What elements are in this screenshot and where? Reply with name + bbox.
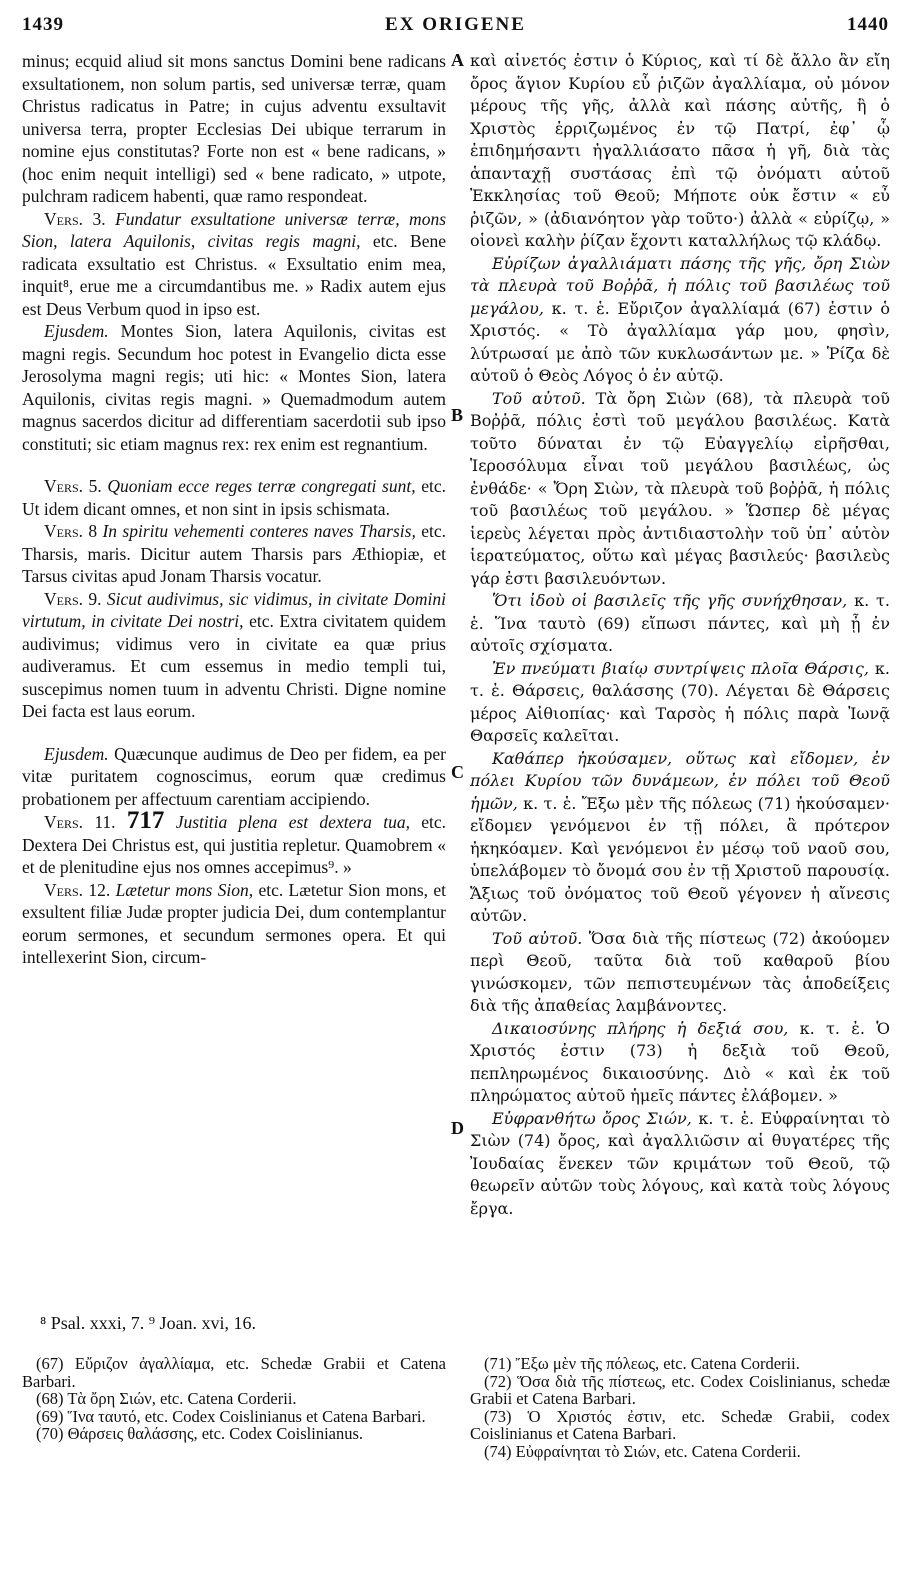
margin-letter-c: C: [451, 762, 464, 782]
editorial-note: (68) Τὰ ὄρη Σιών, etc. Catena Corderii.: [36, 1389, 297, 1408]
paragraph-text: etc. Lætetur Sion mons, et exsultent filiæ Judæ propter judicia Dei, dum contemplantur eorum sermones, et secundum sermones opera. Et qui intellexerint Sion, circum-: [22, 879, 446, 967]
paragraph-text: etc. Ut idem dicant omnes, et non sint in ipsis schismata.: [22, 476, 446, 519]
greek-paragraph: [470, 748, 890, 928]
verse-label: Vers. 8: [44, 521, 98, 541]
editorial-note: (71) Ἔξω μὲν τῆς πόλεως, etc. Catena Corderii.: [484, 1354, 800, 1373]
greek-column: [470, 50, 890, 1220]
paragraph-text: etc. Bene radicata exsultatio est Christus. « Exsultatio enim mea, inquit⁸, erue me a circumdantibus me. » Radix autem ejus est Deus Verbum quod in ipso est.: [22, 231, 447, 319]
paragraph-text: Ὅσα διὰ τῆς πίστεως (72) ἀκούομεν περὶ Θεοῦ, ταῦτα διὰ τοῦ καθαροῦ βίου γινώσκομεν, τῶν πεπιστευμένων τὰς ἀποδείξεις διὰ τῆς ἀπαθείας λαμβάνοντες.: [470, 928, 890, 1015]
paragraph-text: Τὰ ὄρη Σιὼν (68), τὰ πλευρὰ τοῦ Βοῤῥᾶ, πόλις ἐστὶ τοῦ μεγάλου βασιλέως. Κατὰ τοῦτο δύναται ἐν τῷ Εὐαγγελίῳ εἰρῆσθαι, Ἱεροσόλυμα εἶναι τοῦ μεγάλου βασιλέως, ὡς ἐνθάδε· « Ὄρη Σιὼν, τὰ πλευρὰ τοῦ βοῤῥᾶ, ἡ πόλις τοῦ βασιλέως τοῦ μεγάλου. » Ὥσπερ δὲ μέγας ἱερεὺς λέγεται πρὸς ἀντιδιαστολὴν τοῦ ὑπ᾽ αὐτὸν ἱερατεύματος, οὕτω καὶ μέγας βασιλεύς· βασιλεὺς γάρ ἐστι βασιλευόντων.: [470, 388, 890, 588]
verse-quote: Ἐν πνεύματι βιαίῳ συντρίψεις πλοῖα Θάρσις,: [492, 658, 869, 678]
latin-paragraph: minus; ecquid aliud sit mons sanctus Domini bene radicans exsultationem, non solum partis, sed universæ terræ, quam Christus radicatus in Patre; in cujus adventu exsultavit universa terra, propter Ecclesias Dei ubique terrarum in nomine ejus constitutas? Forte non est « bene radicans, » (hoc enim nequit intelligi) sed « bene radicato, » utpote, pulchram radicem habenti, quæ ramo respondeat.: [22, 51, 446, 206]
editorial-note: (73) Ὁ Χριστός ἐστιν, etc. Schedæ Grabii, codex Coislinianus et Catena Barbari.: [470, 1406, 890, 1443]
latin-paragraph: [22, 588, 446, 723]
verse-quote: Lætetur mons Sion,: [115, 879, 254, 900]
editorial-notes-right: [470, 1355, 890, 1460]
paragraph-text: κ. τ. ἑ. Θάρσεις, θαλάσσης (70). Λέγεται δὲ Θάρσεις μέρος Αἰθιοπίας· καὶ Ταρσὸς ἡ πόλις παρὰ Ἰωνᾷ Θαρσεῖς καλεῖται.: [470, 658, 890, 745]
verse-quote: Δικαιοσύνης πλήρης ἡ δεξιά σου,: [492, 1018, 789, 1038]
editorial-note: (70) Θάρσεις θαλάσσης, etc. Codex Coislinianus.: [36, 1424, 364, 1443]
latin-paragraph: [22, 320, 446, 455]
verse-quote: Εὐφρανθήτω ὄρος Σιών,: [492, 1108, 692, 1128]
verse-quote: Fundatur exsultatione universæ terræ, mons Sion, latera Aquilonis, civitas regis magni,: [22, 208, 447, 251]
latin-paragraph: [22, 807, 447, 879]
paragraph-text: Quæcunque audimus de Deo per fidem, ea per vitæ puritatem cognoscimus, eorum quæ credimus probationem per affectuum carentiam accipiendo.: [22, 743, 446, 809]
paragraph-text: κ. τ. ἑ. Ἵνα ταυτὸ (69) εἴπωσι πάντες, καὶ μὴ ᾖ ἐν αὐτοῖς σχίσματα.: [470, 591, 890, 655]
verse-quote: Justitia plena est dextera tua,: [175, 812, 410, 832]
paragraph-text: etc. Tharsis, maris. Dicitur autem Tharsis pars Æthiopiæ, et Tarsus civitas apud Jonam Tharsis vocatur.: [22, 521, 446, 586]
latin-paragraph: [22, 208, 446, 321]
column-number: 717: [126, 807, 165, 834]
latin-paragraph: [22, 475, 446, 520]
verse-quote: Καθάπερ ἠκούσαμεν, οὕτως καὶ εἴδομεν, ἐν πόλει Κυρίου τῶν δυνάμεων, ἐν πόλει τοῦ Θεοῦ ἡμῶν,: [470, 748, 890, 813]
greek-paragraph: [470, 388, 890, 591]
greek-paragraph: [470, 1108, 890, 1221]
editorial-notes-left: [22, 1355, 446, 1443]
latin-paragraph: [22, 520, 446, 588]
header-title: EX ORIGENE: [385, 14, 526, 35]
paragraph-text: κ. τ. ἑ. Εὐφραίνηται τὸ Σιὼν (74) ὄρος, καὶ ἀγαλλιῶσιν αἱ θυγατέρες τῆς Ἰουδαίας ἕνεκεν τῶν κριμάτων τοῦ Θεοῦ, τῷ θεωρεῖν αὐτῶν τοὺς λόγους, καὶ κατὰ τοὺς λόγους ἔργα.: [470, 1108, 891, 1218]
verse-quote: Sicut audivimus, sic vidimus, in civitate Domini virtutum, in civitate Dei nostri,: [22, 588, 446, 631]
greek-paragraph: καὶ αἰνετός ἐστιν ὁ Κύριος, καὶ τί δὲ ἄλλο ἂν εἴη ὄρος ἅγιον Κυρίου εὖ ῥιζῶν ἀγαλλίαμα, οὐ μόνον μέρους τῆς γῆς, ἀλλὰ καὶ πάσης αὐτῆς, ἢ ὁ Χριστὸς ἐρριζωμένος ἐν τῷ Πατρί, ἐφ᾽ ᾧ ἐπιδημήσαντι ἠγαλλιάσατο πᾶσα ἡ γῆ, διὰ τὰς ἁπανταχῇ συστάσας ἐπὶ τῷ ὀνόματι αὐτοῦ Ἐκκλησίας τοῦ Θεοῦ; Μήποτε οὐκ ἔστιν « εὖ ῥιζῶν, » (ἀδιανόητον γὰρ τοῦτο·) ἀλλὰ « εὐρίζῳ, » οἱονεὶ καλὴν ῥίζαν ἔχοντι καταλλήλως τῷ κλάδῳ.: [470, 51, 890, 250]
editorial-note: (74) Εὐφραίνηται τὸ Σιών, etc. Catena Corderii.: [484, 1441, 801, 1461]
running-header: [22, 14, 889, 44]
right-page-number: 1440: [847, 14, 889, 35]
editorial-note: (67) Εὔριζον ἀγαλλίαμα, etc. Schedæ Grabii et Catena Barbari.: [22, 1354, 446, 1391]
margin-letter-b: B: [451, 405, 464, 425]
verse-label: Vers. 12.: [44, 879, 111, 900]
verse-quote: In spiritu vehementi conteres naves Tharsis,: [102, 521, 416, 541]
paragraph-text: κ. τ. ἑ. Ἔξω μὲν τῆς πόλεως (71) ἠκούσαμεν· εἴδομεν γενόμενοι ἐν τῇ πόλει, ἃ πρότερον ἠκηκόαμεν. Καὶ γενόμενοι ἐν μέσῳ τοῦ ναοῦ σου, ὑπελάβομεν τὸ ὄνομά σου ἐν τῇ Χριστοῦ παρουσίᾳ. Ἄξιως τοῦ ὀνόματος τοῦ Θεοῦ γέγονεν ἡ αἴνεσις αὐτῶν.: [470, 793, 890, 925]
latin-column: [22, 50, 446, 969]
verse-label: Vers. 11.: [44, 812, 116, 832]
latin-paragraph: [22, 879, 446, 969]
scripture-footnotes: ⁸ Psal. xxxi, 7. ⁹ Joan. xvi, 16.: [40, 1313, 257, 1333]
paragraph-text: etc. Extra civitatem quidem audivimus; vidimus vero in civitate ea quæ prius audiveramus. Et cum essemus in medio templi tui, suscepimus nomen tuum in adventu Christi. Digne nomine Dei facta est laus eorum.: [22, 611, 446, 721]
verse-label: Vers. 5.: [44, 476, 102, 496]
editorial-note: (69) Ἵνα ταυτό, etc. Codex Coislinianus et Catena Barbari.: [36, 1406, 426, 1426]
verse-quote: Quoniam ecce reges terræ congregati sunt,: [107, 476, 416, 496]
ejusdem-label: Ejusdem.: [44, 321, 109, 341]
verse-quote: Εὐρίζων ἀγαλλιάματι πάσης τῆς γῆς, ὄρη Σιὼν τὰ πλευρὰ τοῦ Βοῤῥᾶ, ἡ πόλις τοῦ βασιλέως τοῦ μεγάλου,: [470, 253, 890, 318]
ejusdem-label: Τοῦ αὐτοῦ.: [492, 388, 586, 408]
verse-label: Vers. 3.: [44, 208, 106, 229]
verse-quote: Ὅτι ἰδοὺ οἱ βασιλεῖς τῆς γῆς συνήχθησαν,: [492, 591, 848, 610]
paragraph-text: etc. Dextera Dei Christus est, qui justitia repletur. Quamobrem « et de plenitudine ejus nos omnes accepimus⁹. »: [22, 812, 447, 877]
margin-letter-a: A: [451, 50, 464, 70]
margin-letter-d: D: [451, 1118, 464, 1138]
latin-paragraph: [22, 743, 446, 811]
editorial-note: (72) Ὅσα διὰ τῆς πίστεως, etc. Codex Coislinianus, schedæ Grabii et Catena Barbari.: [470, 1371, 890, 1408]
greek-paragraph: [470, 1018, 890, 1108]
ejusdem-label: Τοῦ αὐτοῦ.: [492, 928, 583, 948]
greek-paragraph: [470, 590, 890, 658]
ejusdem-label: Ejusdem.: [44, 743, 109, 764]
paragraph-text: Montes Sion, latera Aquilonis, civitas est magni regis. Secundum hoc potest in Evangelio dicta esse Jerosolyma magni regis; uti hic: « Montes Sion, latera Aquilonis, civitas regis magni. » Quemadmodum autem magnus sacerdos dicitur ad differentiam sacerdotii sub ipso constituti; sic etiam magnus rex: rex enim est regnantium.: [22, 321, 447, 454]
verse-label: Vers. 9.: [44, 588, 102, 609]
paragraph-text: κ. τ. ἑ. Ὁ Χριστός ἐστιν (73) ἡ δεξιὰ τοῦ Θεοῦ, πεπληρωμένος δικαιοσύνης. Διὸ « καὶ ἐκ τοῦ πληρώματος αὐτοῦ ἡμεῖς πάντες ἐλάβομεν. »: [470, 1018, 890, 1105]
paragraph-text: κ. τ. ἑ. Εὔριζον ἀγαλλίαμά (67) ἐστιν ὁ Χριστός. « Τὸ ἀγαλλίαμα γάρ μου, φησὶν, λύτρωσαί με ἀπὸ τῶν κυκλωσάντων με. » Ῥίζα δὲ αὐτοῦ ὁ Θεὸς Λόγος ὁ ἐν αὐτῷ.: [470, 298, 891, 385]
greek-paragraph: [470, 658, 890, 748]
greek-paragraph: [470, 253, 890, 388]
greek-paragraph: [470, 928, 890, 1018]
left-page-number: 1439: [22, 14, 64, 35]
